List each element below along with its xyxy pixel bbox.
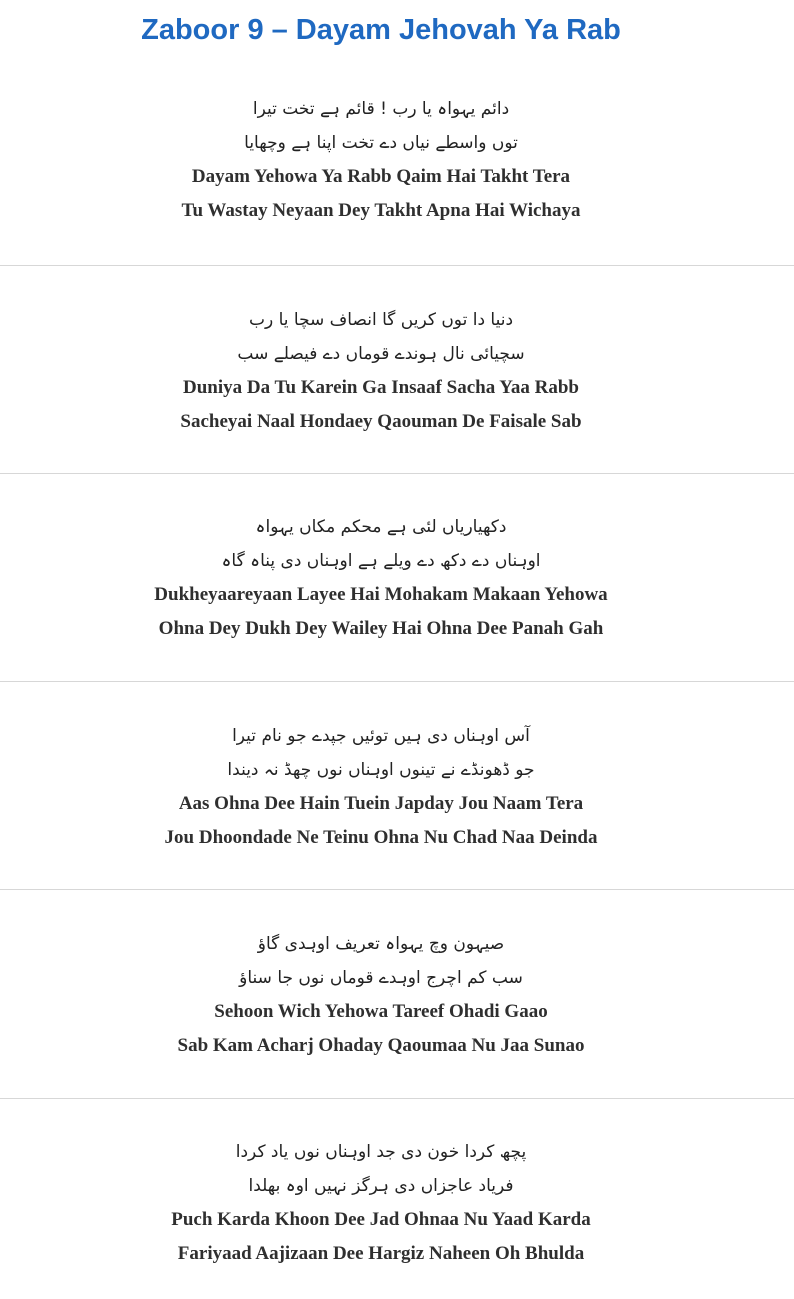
- stanza-4: [0, 719, 794, 855]
- roman-line: Jou Dhoondade Ne Teinu Ohna Nu Chad Naa Deinda: [164, 827, 598, 848]
- divider: [0, 265, 794, 266]
- urdu-line: توں واسطے نیاں دے تخت اپنا ہے وچھایا: [244, 133, 518, 153]
- roman-line: Duniya Da Tu Karein Ga Insaaf Sacha Yaa Rabb: [183, 377, 579, 398]
- roman-line: Sab Kam Acharj Ohaday Qaoumaa Nu Jaa Sunao: [177, 1035, 585, 1056]
- roman-line: Aas Ohna Dee Hain Tuein Japday Jou Naam Tera: [178, 793, 584, 814]
- urdu-line: دکھیاریاں لئی ہے محکم مکاں یہواہ: [255, 517, 507, 537]
- urdu-line: دنیا دا توں کریں گا انصاف سچا یا رب: [248, 310, 514, 330]
- roman-line: Tu Wastay Neyaan Dey Takht Apna Hai Wichaya: [181, 200, 581, 221]
- urdu-line: فریاد عاجزاں دی ہرگز نہیں اوہ بھلدا: [248, 1176, 514, 1196]
- stanza-1: [0, 92, 794, 228]
- urdu-line: سب کم اچرج اوہدے قوماں نوں جا سناؤ: [239, 968, 523, 988]
- roman-line: Puch Karda Khoon Dee Jad Ohnaa Nu Yaad Karda: [171, 1209, 591, 1230]
- urdu-line: دائم یہواہ یا رب ! قائم ہے تخت تیرا: [252, 99, 510, 119]
- divider: [0, 889, 794, 890]
- roman-line: Dayam Yehowa Ya Rabb Qaim Hai Takht Tera: [191, 166, 571, 187]
- stanza-6: [0, 1135, 794, 1271]
- roman-line: Ohna Dey Dukh Dey Wailey Hai Ohna Dee Panah Gah: [158, 618, 604, 639]
- stanza-3: [0, 510, 794, 646]
- urdu-line: اوہناں دے دکھ دے ویلے ہے اوہناں دی پناہ گاہ: [221, 551, 541, 571]
- page-title: Zaboor 9 – Dayam Jehovah Ya Rab: [141, 14, 621, 46]
- roman-line: Sacheyai Naal Hondaey Qaouman De Faisale Sab: [180, 411, 582, 432]
- urdu-line: صیہون وچ یہواہ تعریف اوہدی گاؤ: [257, 934, 505, 954]
- roman-line: Fariyaad Aajizaan Dee Hargiz Naheen Oh Bhulda: [177, 1243, 585, 1264]
- stanza-5: [0, 927, 794, 1063]
- urdu-line: آس اوہناں دی ہیں توئیں جپدے جو نام تیرا: [232, 726, 530, 746]
- stanza-2: [0, 303, 794, 439]
- urdu-line: پچھ کردا خون دی جد اوہناں نوں یاد کردا: [235, 1142, 527, 1162]
- urdu-line: سچیائی نال ہوندے قوماں دے فیصلے سب: [237, 344, 525, 364]
- roman-line: Dukheyaareyaan Layee Hai Mohakam Makaan Yehowa: [154, 584, 608, 605]
- divider: [0, 681, 794, 682]
- urdu-line: جو ڈھونڈے نے تینوں اوہناں نوں چھڈ نہ دیندا: [227, 760, 535, 780]
- roman-line: Sehoon Wich Yehowa Tareef Ohadi Gaao: [214, 1001, 548, 1022]
- divider: [0, 1098, 794, 1099]
- divider: [0, 473, 794, 474]
